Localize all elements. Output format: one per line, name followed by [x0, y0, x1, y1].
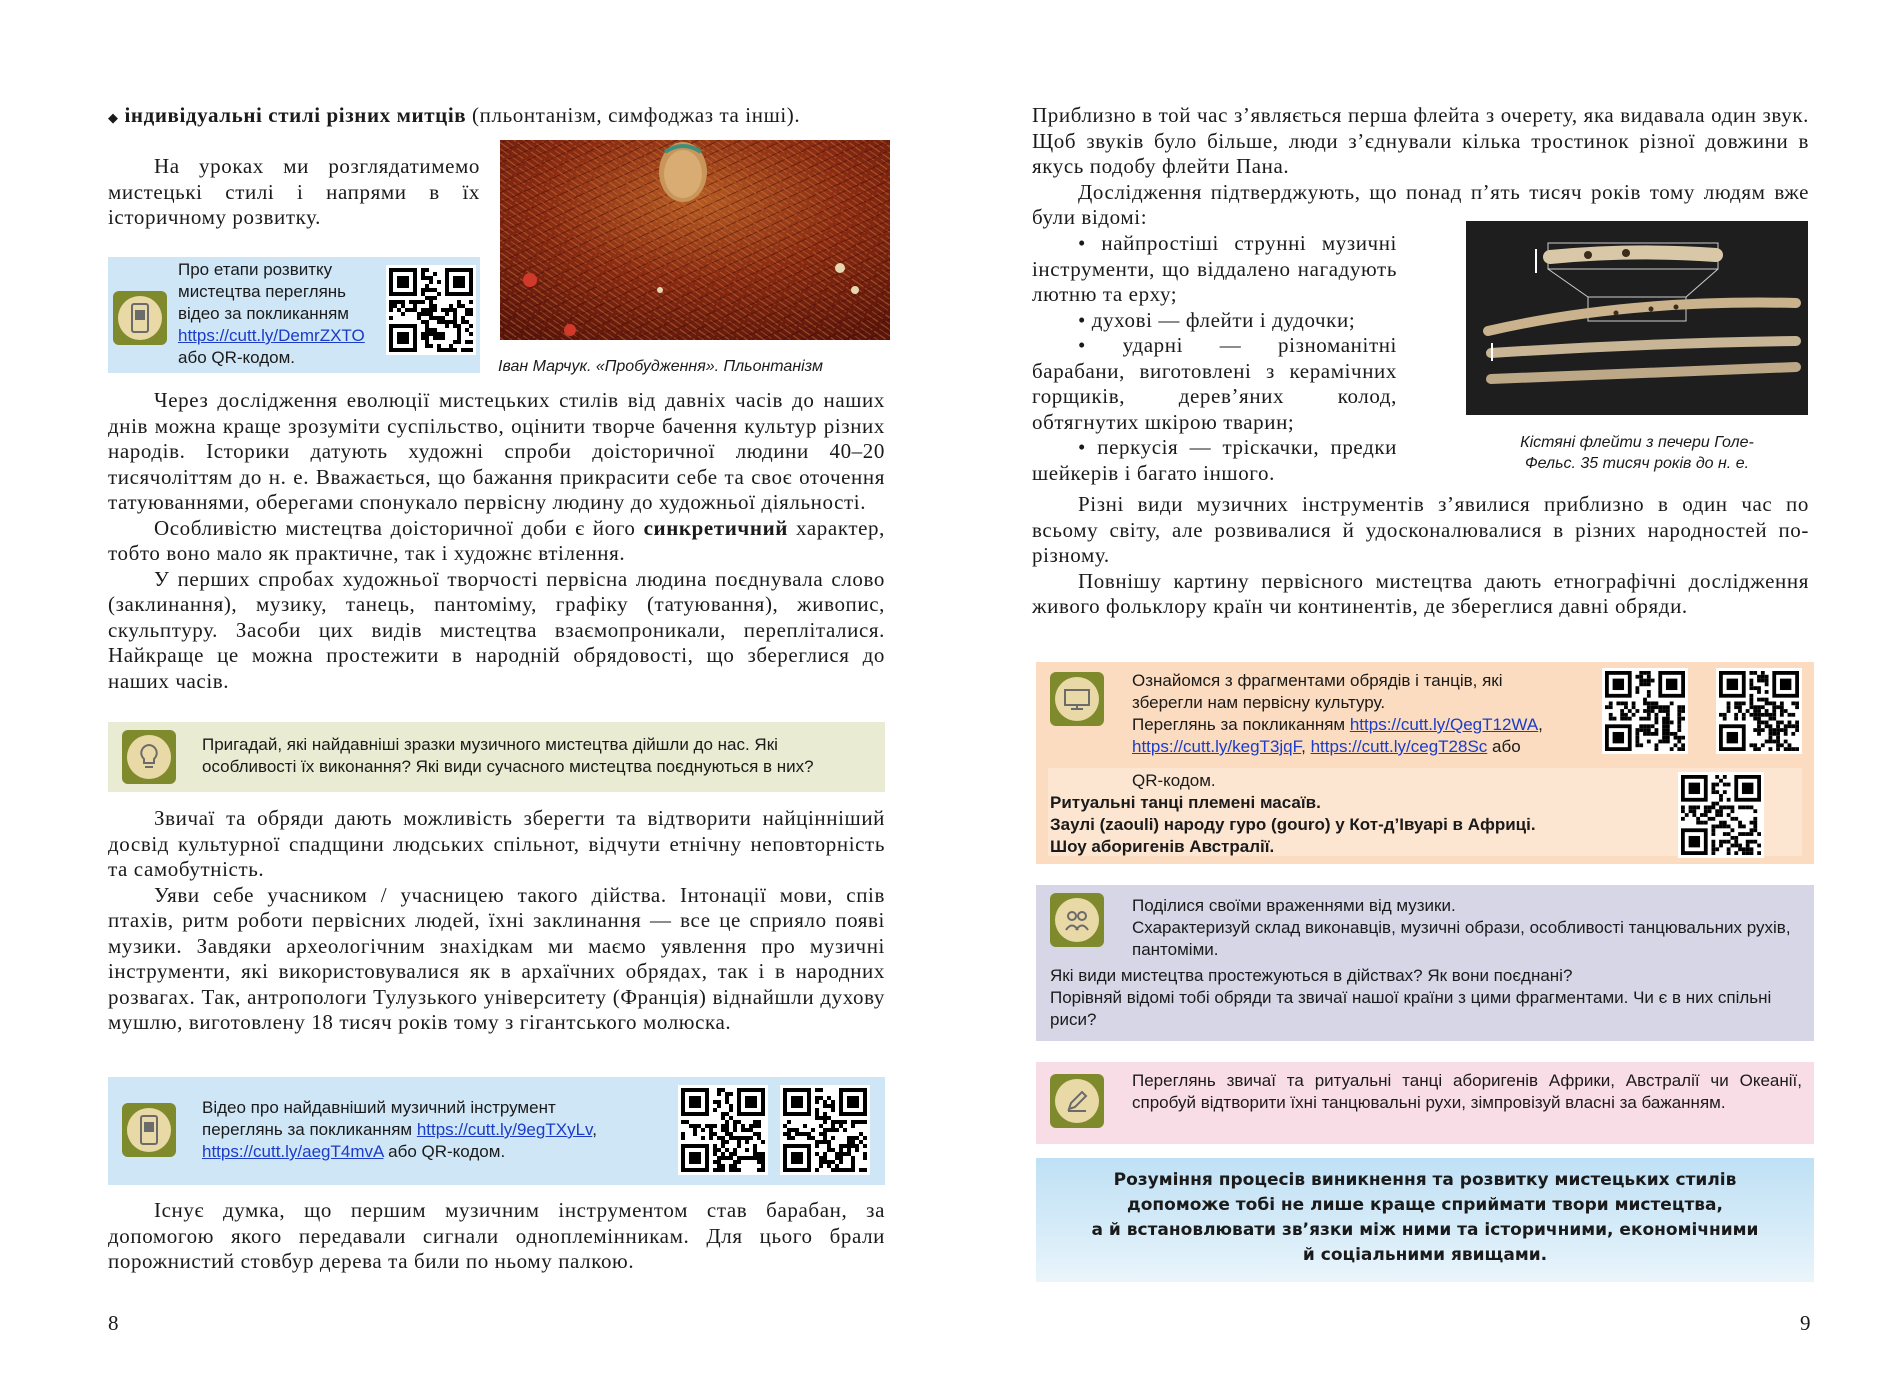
share-box-top [1132, 895, 1802, 961]
share-line2: Схарактеризуй склад виконавців, музичні образи, особливості танцювальних рухів, пантоміми. [1132, 918, 1791, 959]
video-box-2-link-2[interactable]: https://cutt.ly/aegT4mvA [202, 1142, 384, 1161]
flute-caption-line1: Кістяні флейти з печери Голе- [1520, 434, 1754, 451]
recall-box-text: Пригадай, які найдавніші зразки музичного мистецтва дійшли до нас. Які особливості їх виконання? Які види сучасного мистецтва поєднуються в них? [202, 735, 814, 776]
flute-caption [1466, 432, 1808, 474]
rituals-box-text [1132, 670, 1602, 758]
rituals-line4: або [1487, 737, 1521, 756]
bullet-winds: • духові — флейти і дудочки; [1078, 307, 1356, 332]
para-syncretic-bold: синкретичний [643, 515, 788, 540]
qr-code[interactable] [780, 1085, 870, 1175]
video-box-1-line5: або QR-кодом. [178, 348, 296, 367]
ritual-item-masai: Ритуальні танці племені масаїв. [1050, 793, 1321, 812]
para-first-attempts: У перших спробах художньої творчості первісна людина поєднувала слово (заклинання), музику, танець, пантоміму, графіку (татуювання), живопис, скульптуру. Засоби цих видів мистецтва взаємопроникали, перепліталися. Найкраще це можна простежити в народній обрядовості, що збереглися до наших часів. [108, 566, 885, 693]
para-ethnography: Повнішу картину первісного мистецтва дають етнографічні дослідження живого фольклору країн чи континентів, де збереглися давні обряди. [1032, 568, 1809, 618]
bullet-drums: • ударні — різноманітні барабани, виготовлені з керамічних горщиків, дерев’яних колод, обтягнутих шкірою тварин; [1032, 333, 1397, 434]
pencil-edit-icon [1050, 1074, 1104, 1128]
rituals-inner-panel [1048, 768, 1802, 856]
monitor-icon [1050, 672, 1104, 726]
para-imagine: Уяви себе учасником / учасницею такого дійства. Інтонації мови, спів птахів, ритм роботи первісних людей, їхні заклинання — все це сприяло появі музики. Завдяки археологічним знахідкам ми маємо уявлення про музичні інструменти, які використовувалися як в архаїчних обрядах, так і в народних розвагах. Так, антропологи Тулузького університету (Франція) віднайшли духову мушлю, виготовлену 18 тисяч років тому з гігантського молюска. [108, 882, 885, 1034]
right-page [952, 0, 1904, 1400]
para-types [1032, 492, 1809, 569]
rituals-link-1[interactable]: https://cutt.ly/QegT12WA [1349, 715, 1539, 734]
video-box-2-line2: переглянь за покликанням [202, 1120, 417, 1139]
share-box [1036, 885, 1814, 1041]
intro-bullet-bold: індивідуальні стилі різних митців [124, 103, 467, 127]
ritual-item-zaouli: Заулі (zaouli) народу гуро (gouro) у Кот-д’Івуарі в Африці. [1050, 815, 1536, 834]
qr-code[interactable] [1678, 772, 1764, 858]
watch-box-text: Переглянь звичаї та ритуальні танці аборигенів Африки, Австралії чи Океанії, спробуй відтворити їхні танцювальні рухи, зімпровізуй власні за бажанням. [1132, 1071, 1802, 1112]
summary-box [1036, 1158, 1814, 1282]
people-talking-icon [1050, 893, 1104, 947]
page-number: 8 [108, 1311, 119, 1335]
video-box-2-text [202, 1097, 672, 1163]
video-box-1-line2: мистецтва переглянь [178, 282, 347, 301]
video-box-2-link-1[interactable]: https://cutt.ly/9egTXyLv [416, 1120, 593, 1139]
paragraph-block-2 [108, 806, 885, 1036]
rituals-line2: зберегли нам первісну культуру. [1132, 693, 1386, 712]
share-line3: Які види мистецтва простежуються в дійствах? Як вони поєднані? [1050, 966, 1573, 985]
video-box-2-line1: Відео про найдавніший музичний інструмент [202, 1098, 556, 1117]
lightbulb-head-icon [122, 730, 176, 784]
qr-code[interactable] [1602, 668, 1688, 754]
rituals-line3: Переглянь за покликанням [1132, 715, 1350, 734]
share-line1: Поділися своїми враженнями від музики. [1132, 896, 1456, 915]
separator: , [1301, 737, 1311, 756]
ritual-item-australia: Шоу аборигенів Австралії. [1050, 837, 1275, 856]
recall-box [108, 722, 885, 792]
comma: , [592, 1120, 597, 1139]
share-line4: Порівняй відомі тобі обряди та звичаї нашої країни з цими фрагментами. Чи є в них спільні риси? [1050, 988, 1772, 1029]
paragraph-block-3 [108, 1198, 885, 1275]
painting-image [500, 140, 890, 340]
qr-code[interactable] [386, 265, 476, 355]
video-box-2 [108, 1077, 885, 1185]
bullet-strings: • найпростіші струнні музичні інструменти, що віддалено нагадують лютню та ерху; [1032, 231, 1397, 306]
rituals-line1: Ознайомся з фрагментами обрядів і танців, які [1132, 671, 1503, 690]
summary-line3: а й встановлювати зв’язки між ними та історичними, економічними [1091, 1220, 1759, 1240]
video-box-1 [108, 257, 480, 373]
bone-flutes-image [1466, 221, 1808, 415]
para-customs: Звичаї та обряди дають можливість зберегти та відтворити найцінніший досвід культурної спадщини людських спільнот, відчути етнічну неповторність та самобутність. [108, 806, 885, 881]
intro-bullet [108, 103, 885, 131]
intro-bullet-rest: (пльонтанізм, симфоджаз та інші). [466, 103, 801, 127]
flute-caption-line2: Фельс. 35 тисяч років до н. е. [1524, 455, 1750, 472]
summary-line1: Розуміння процесів виникнення та розвитку мистецьких стилів [1113, 1170, 1737, 1190]
video-icon [113, 291, 167, 345]
paragraph-block-1 [108, 388, 885, 694]
qr-code[interactable] [678, 1085, 768, 1175]
comma: , [1538, 715, 1543, 734]
para-evolution: Через дослідження еволюції мистецьких стилів від давніх часів до наших днів можна краще зрозуміти суспільство, оцінити творче бачення культур різних народів. Історики датують художні спроби доісторичної людини 40–20 тисячоліттям до н. е. Вважається, що бажання прикрасити себе та своє оточення татуюваннями, оберегами спонукало первісну людину до художньої діяльності. [108, 388, 885, 514]
video-box-2-line3: або QR-кодом. [383, 1142, 506, 1161]
para-first-flute: Приблизно в той час з’являється перша флейта з очерету, яка видавала один звук. Щоб звуків було більше, люди з’єднували кілька тростинок різної довжини в якусь подобу флейти Пана. [1032, 103, 1809, 178]
watch-box [1036, 1062, 1814, 1144]
lesson-paragraph: На уроках ми розглядатимемо мистецькі стилі і напрями в їх історичному розвитку. [108, 154, 480, 229]
rituals-link-3[interactable]: https://cutt.ly/cegT28Sc [1310, 737, 1488, 756]
video-box-1-link[interactable]: https://cutt.ly/DemrZXTO [178, 326, 365, 345]
bullet-percussion: • перкусія — тріскачки, предки шейкерів і багато іншого. [1032, 435, 1397, 485]
lesson-text [108, 154, 480, 231]
instrument-list [1032, 231, 1397, 486]
bullet-diamond-icon: ◆ [108, 110, 119, 125]
para-syncretic [108, 516, 885, 567]
rituals-link-2[interactable]: https://cutt.ly/kegT3jqF [1132, 737, 1302, 756]
painting-caption: Іван Марчук. «Пробудження». Пльонтанізм [498, 358, 823, 375]
para-syncretic-a: Особливістю мистецтва доісторичної доби є його [154, 515, 644, 540]
video-box-1-line1: Про етапи розвитку [178, 260, 333, 279]
para-research: Дослідження підтверджують, що понад п’ять тисяч років тому людям вже були відомі: [1032, 179, 1809, 229]
summary-line4: й соціальними явищами. [1302, 1245, 1548, 1265]
paragraph-block-r1 [1032, 103, 1809, 231]
video-box-1-text [178, 259, 388, 369]
para-drum: Існує думка, що першим музичним інструментом став барабан, за допомогою якого передавали сигнали одноплемінникам. Для цього брали порожнистий стовбур дерева та били по ньому палкою. [108, 1198, 885, 1273]
video-icon [122, 1103, 176, 1157]
video-box-1-line3: відео за покликанням [178, 304, 349, 323]
rituals-items [1050, 792, 1610, 858]
qr-code[interactable] [1716, 668, 1802, 754]
page-number: 9 [1800, 1311, 1811, 1335]
rituals-line5: QR-кодом. [1132, 771, 1216, 790]
para-syncretic-b: характер, тобто воно мало як практичне, так і художнє втілення. [108, 515, 885, 565]
summary-text [1036, 1168, 1814, 1268]
summary-line2: допоможе тобі не лише краще сприймати твори мистецтва, [1127, 1195, 1723, 1215]
paragraph-block-r2 [1032, 492, 1809, 620]
share-box-bottom [1050, 965, 1800, 1031]
para-types-text: Різні види музичних інструментів з’явилися приблизно в один час по всьому світу, але розвивалися й удосконалювалися в різних народностей по-різному. [1032, 492, 1809, 567]
rituals-box [1036, 662, 1814, 864]
